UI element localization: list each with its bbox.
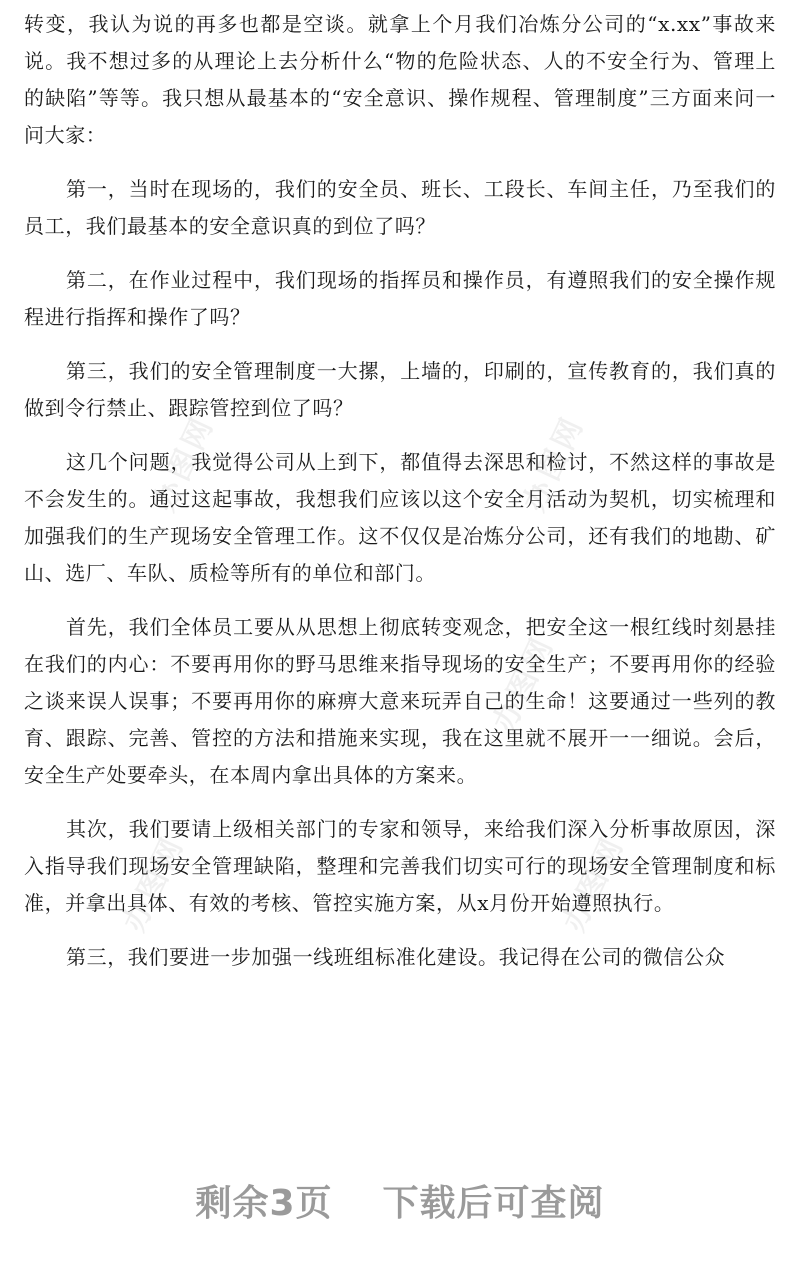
paragraph: 第一，当时在现场的，我们的安全员、班长、工段长、车间主任，乃至我们的员工，我们最基本的安全意识真的到位了吗？ [24,177,776,238]
watermark: 办图网 [486,629,562,738]
paragraph: 转变，我认为说的再多也都是空谈。就拿上个月我们冶炼分公司的“x.xx”事故来说。我不想过多的从理论上去分析什么“物的危险状态、人的不安全行为、管理上的缺陷”等等。我只想从最基本的“安全意识、操作规程、管理制度”三方面来问一问大家： [24,12,776,147]
paragraph: 第三，我们要进一步加强一线班组标准化建设。我记得在公司的微信公众 [66,945,726,969]
paragraph: 第三，我们的安全管理制度一大摞，上墙的，印刷的，宣传教育的，我们真的做到令行禁止、跟踪管控到位了吗？ [24,359,776,420]
document-body [24,6,776,993]
download-prompt[interactable] [0,1175,800,1226]
watermark: 办图网 [556,829,632,938]
paragraph: 第二，在作业过程中，我们现场的指挥员和操作员，有遵照我们的安全操作规程进行指挥和操作了吗？ [24,268,776,329]
download-hint-label: 下载后可查阅 [382,1183,605,1224]
remaining-pages-label: 剩余3页 [195,1183,333,1224]
watermark: 办图网 [516,409,592,518]
watermark: 办图网 [116,829,192,938]
paragraph: 这几个问题，我觉得公司从上到下，都值得去深思和检讨，不然这样的事故是不会发生的。通过这起事故，我想我们应该以这个安全月活动为契机，切实梳理和加强我们的生产现场安全管理工作。这不仅仅是冶炼分公司，还有我们的地勘、矿山、选厂、车队、质检等所有的单位和部门。 [24,450,776,585]
watermark: 办图网 [146,409,222,518]
paragraph: 其次，我们要请上级相关部门的专家和领导，来给我们深入分析事故原因，深入指导我们现场安全管理缺陷，整理和完善我们切实可行的现场安全管理制度和标准，并拿出具体、有效的考核、管控实施方案，从x月份开始遵照执行。 [24,817,776,915]
paragraph: 首先，我们全体员工要从从思想上彻底转变观念，把安全这一根红线时刻悬挂在我们的内心：不要再用你的野马思维来指导现场的安全生产；不要再用你的经验之谈来误人误事；不要再用你的麻痹大意来玩弄自己的生命！这要通过一些列的教育、跟踪、完善、管控的方法和措施来实现，我在这里就不展开一一细说。会后，安全生产处要牵头，在本周内拿出具体的方案来。 [24,615,776,787]
